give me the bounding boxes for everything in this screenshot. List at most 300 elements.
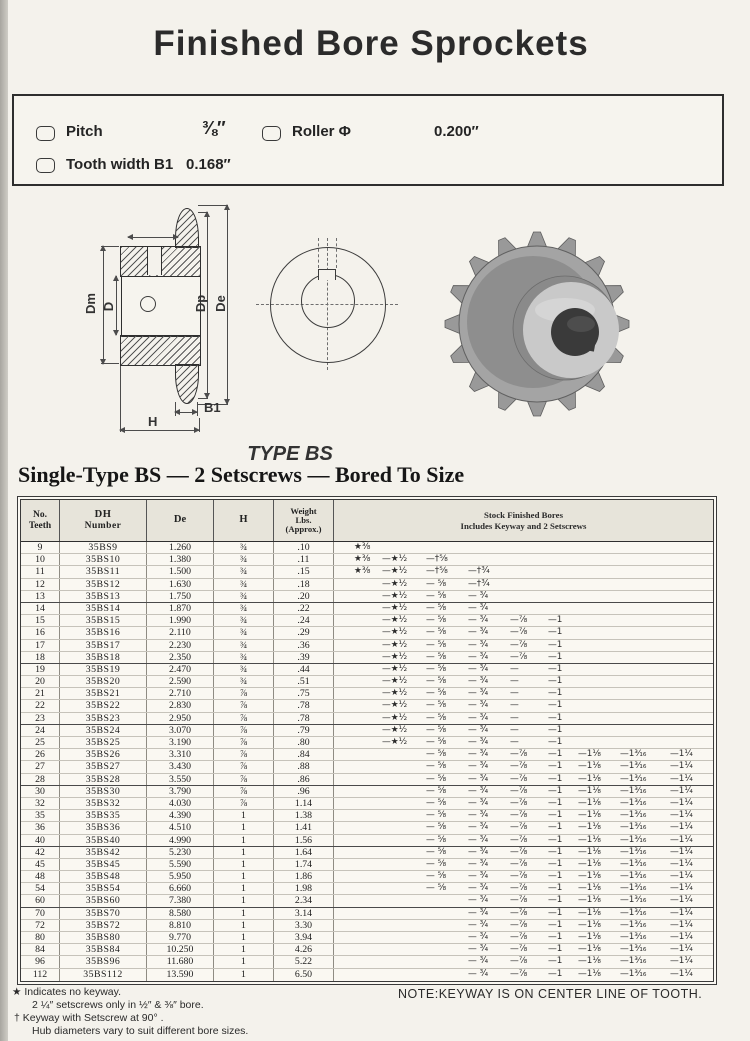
weight-cell: .80 [274,737,334,748]
bore-size: ★⅜ [354,554,371,565]
bore-size [620,725,670,736]
bore-size [578,676,620,687]
teeth-cell: 17 [21,640,60,651]
bore-size [354,713,382,724]
bore-size: — ⅝ [426,773,447,784]
teeth-cell: 60 [21,895,60,906]
header-teeth: No. Teeth [21,500,60,541]
bore-size: — ⅝ [426,834,447,845]
dh-number-cell: 35BS35 [60,810,147,821]
bore-size [510,591,548,602]
bores-cell [334,640,713,651]
bore-size [354,883,382,894]
table-row [21,835,713,847]
bore-size: — ⅝ [426,737,447,747]
bore-size [426,920,468,931]
de-cell: 3.550 [147,774,214,785]
de-cell: 2.830 [147,700,214,711]
dh-number-cell: 35BS15 [60,615,147,626]
bore-size: —⅞ [510,919,528,930]
bore-size [578,566,620,577]
bore-size: — ¾ [468,968,489,979]
table-row [21,847,713,859]
bores-cell [334,627,713,638]
dh-number-cell: 35BS11 [60,566,147,577]
bore-size [354,688,382,699]
bore-size [510,554,548,565]
bore-size: —1¼ [670,810,693,821]
teeth-cell: 15 [21,615,60,626]
bore-size [382,786,426,797]
bore-size: —1⅛ [578,797,601,808]
bore-size: —1¼ [670,895,693,906]
dh-number-cell: 35BS13 [60,591,147,602]
bore-size: —1¼ [670,797,693,808]
bore-size: —★½ [382,578,408,589]
bore-size: —1 [548,676,563,687]
bore-size [670,615,710,626]
bore-size: —1 [548,651,563,662]
bores-cell [334,932,713,943]
table-row [21,652,713,664]
bore-size: — ¾ [468,712,489,723]
bore-size [354,627,382,638]
de-cell: 4.030 [147,798,214,809]
bore-size: —⅞ [510,883,528,894]
bore-size [354,859,382,870]
de-cell: 5.590 [147,859,214,870]
weight-cell: .10 [274,542,334,553]
bore-size: —★½ [382,627,408,638]
bore-size: —1¼ [670,956,693,967]
bore-size [620,554,670,565]
bore-size: —1⅛ [578,956,601,967]
teeth-cell: 10 [21,554,60,565]
teeth-cell: 18 [21,652,60,663]
bore-size: —⅞ [510,858,528,869]
bore-size: —1¼ [670,785,693,796]
table-row [21,786,713,798]
bore-size [578,615,620,626]
bore-size [354,786,382,797]
table-header-row [21,500,713,542]
h-cell: ¾ [214,554,274,565]
bore-size: — ¾ [468,895,489,906]
weight-cell: .20 [274,591,334,602]
dh-number-cell: 35BS112 [60,969,147,981]
bore-front-view [301,274,355,328]
de-cell: 1.870 [147,603,214,614]
h-cell: ⅞ [214,749,274,760]
table-row [21,944,713,956]
bore-size [620,566,670,577]
bore-size: —1⅛ [578,749,601,760]
weight-cell: .78 [274,700,334,711]
bore-size [620,615,670,626]
bore-size: ★⅜ [354,566,371,577]
checkbox-icon [36,158,55,173]
bore-size [382,774,426,785]
bore-size [354,664,382,675]
de-cell: 11.680 [147,956,214,967]
teeth-cell: 35 [21,810,60,821]
bore-size [548,554,578,565]
de-cell: 1.630 [147,579,214,590]
weight-cell: .84 [274,749,334,760]
bores-cell [334,920,713,931]
h-cell: ¾ [214,664,274,675]
teeth-cell: 70 [21,908,60,919]
bore-size: — ⅝ [426,785,447,796]
bore-size: —★½ [382,700,408,711]
h-cell: 1 [214,908,274,919]
bore-size: —1 [548,822,563,833]
weight-cell: 1.98 [274,883,334,894]
weight-cell: .78 [274,713,334,724]
bores-cell [334,591,713,602]
weight-cell: .24 [274,615,334,626]
bore-size [670,688,710,699]
bore-size [578,579,620,590]
bore-size: — ⅝ [426,688,447,699]
bore-size: — ⅝ [426,871,447,882]
setscrew-channel [147,247,162,275]
bore-size: —⅞ [510,907,528,918]
bore-size [670,640,710,651]
bore-size [382,883,426,894]
h-cell: 1 [214,969,274,981]
bore-size [354,774,382,785]
b1-label: B1 [204,400,221,415]
bore-size [578,591,620,602]
bore-size [426,932,468,943]
bore-size: —1⅛ [578,895,601,906]
bore-size [620,603,670,614]
bore-size: —1³⁄₁₆ [620,907,647,918]
h-cell: ⅞ [214,761,274,772]
h-cell: ¾ [214,640,274,651]
bore-size: —⅞ [510,932,528,942]
bores-cell [334,700,713,711]
teeth-cell: 11 [21,566,60,577]
dh-number-cell: 35BS84 [60,944,147,955]
bore-size: — ¾ [468,749,489,760]
bore-size [670,579,710,590]
bore-size [354,591,382,602]
h-cell: ⅞ [214,688,274,699]
bore-size: —1 [548,724,563,735]
bore-size: —1⅛ [578,834,601,845]
bore-size: —★½ [382,615,408,626]
weight-cell: .51 [274,676,334,687]
teeth-cell: 112 [21,969,60,981]
de-cell: 9.770 [147,932,214,943]
dh-number-cell: 35BS80 [60,932,147,943]
bore-size: —1⅛ [578,846,601,857]
h-cell: ¾ [214,579,274,590]
h-cell: ⅞ [214,700,274,711]
bore-size [426,969,468,981]
bore-size [578,542,620,553]
bore-size [382,859,426,870]
de-cell: 4.390 [147,810,214,821]
bore-size: — ¾ [468,639,489,650]
bore-size: — ⅝ [426,700,447,711]
bore-size [510,566,548,577]
bore-size [354,737,382,748]
bore-size: — [510,663,519,674]
de-cell: 10.250 [147,944,214,955]
setscrew-dimension-line [128,237,178,238]
bore-size: —⅞ [510,895,528,906]
bore-size: — ⅝ [426,651,447,662]
header-h: H [214,500,274,541]
bore-size [620,542,670,553]
header-stock-bores: Stock Finished Bores Includes Keyway and 2 Setscrews [460,510,587,531]
bore-size [382,932,426,943]
bore-size [354,908,382,919]
bore-size: —1¼ [670,968,693,979]
table-row [21,688,713,700]
h-cell: ⅞ [214,725,274,736]
bore-size: — [510,700,519,711]
bore-size: —1¼ [670,858,693,869]
bore-size [620,627,670,638]
bore-size [354,579,382,590]
tooth-width-value: 0.168″ [186,156,231,173]
bore-size: —1³⁄₁₆ [620,785,647,796]
bore-size [354,810,382,821]
table-body [21,542,713,981]
weight-cell: .88 [274,761,334,772]
dh-number-cell: 35BS14 [60,603,147,614]
bore-size: —†⅝ [426,566,448,577]
teeth-cell: 84 [21,944,60,955]
bore-size: —1⅛ [578,785,601,796]
bore-size [670,676,710,687]
bore-size: —1¼ [670,749,693,760]
teeth-cell: 40 [21,835,60,846]
teeth-cell: 27 [21,761,60,772]
table-row [21,822,713,834]
de-cell: 4.990 [147,835,214,846]
bore-size: —⅞ [510,773,528,784]
bore-size: — ⅝ [426,712,447,723]
bores-cell [334,944,713,955]
bore-size: —1 [548,968,563,979]
table-row [21,774,713,786]
teeth-cell: 22 [21,700,60,711]
sprocket-table [17,496,717,985]
bore-size [354,798,382,809]
bore-size: —⅞ [510,846,528,857]
bore-size [354,640,382,651]
sprocket-table-inner [20,499,714,982]
bore-size [382,944,426,955]
teeth-cell: 21 [21,688,60,699]
dh-number-cell: 35BS10 [60,554,147,565]
weight-cell: .79 [274,725,334,736]
table-row [21,579,713,591]
checkbox-icon [262,126,281,141]
teeth-cell: 36 [21,822,60,833]
bore-size [382,761,426,772]
bores-cell [334,554,713,565]
h-cell: ¾ [214,627,274,638]
roller-value: 0.200″ [434,123,479,140]
bore-size: —1⅛ [578,968,601,979]
dh-number-cell: 35BS72 [60,920,147,931]
h-cell: ¾ [214,591,274,602]
bore-size [620,700,670,711]
bores-cell [334,664,713,675]
bore-size [670,737,710,748]
bore-size: — ¾ [468,944,489,955]
bores-cell [334,969,713,981]
dh-number-cell: 35BS45 [60,859,147,870]
bores-cell [334,603,713,614]
h-cell: 1 [214,871,274,882]
bore-size: —1 [548,871,563,882]
bore-size: — ⅝ [426,590,447,601]
bores-cell [334,676,713,687]
de-cell: 2.230 [147,640,214,651]
dh-number-cell: 35BS70 [60,908,147,919]
weight-cell: 2.34 [274,895,334,906]
bore-size: —⅞ [510,810,528,821]
table-row [21,956,713,968]
teeth-cell: 42 [21,847,60,858]
bore-size [354,835,382,846]
page-title: Finished Bore Sprockets [153,24,589,63]
bore-size: —1¼ [670,944,693,955]
bore-size [354,847,382,858]
bore-size: — ⅝ [426,761,447,772]
table-row [21,676,713,688]
bores-cell [334,652,713,663]
bores-cell [334,908,713,919]
table-row [21,810,713,822]
bore-size: —1⅛ [578,761,601,772]
weight-cell: 1.56 [274,835,334,846]
bore-size [670,542,710,553]
teeth-cell: 72 [21,920,60,931]
weight-cell: .86 [274,774,334,785]
dh-number-cell: 35BS23 [60,713,147,724]
teeth-cell: 9 [21,542,60,553]
table-row [21,932,713,944]
bore-size: —★½ [382,676,408,687]
h-cell: 1 [214,822,274,833]
bore-size: —⅞ [510,749,528,760]
bores-cell [334,725,713,736]
bore-size [578,725,620,736]
h-cell: ¾ [214,676,274,687]
bore-size: —⅞ [510,956,528,967]
bore-size: —⅞ [510,822,528,833]
bore-size: —1³⁄₁₆ [620,810,647,821]
bore-size: — ¾ [468,724,489,735]
dh-number-cell: 35BS60 [60,895,147,906]
weight-cell: .39 [274,652,334,663]
bore-size: — ¾ [468,907,489,918]
de-cell: 1.750 [147,591,214,602]
bore-size [426,956,468,967]
bore-size: — ⅝ [426,639,447,650]
bore-size [548,603,578,614]
dh-number-cell: 35BS26 [60,749,147,760]
tooth-width-label: Tooth width B1 [66,156,174,173]
bore-size [620,664,670,675]
de-cell: 8.810 [147,920,214,931]
bore-size: — ¾ [468,590,489,601]
keyway-note: NOTE:KEYWAY IS ON CENTER LINE OF TOOTH. [398,987,703,1001]
bore-size [382,908,426,919]
dh-number-cell: 35BS96 [60,956,147,967]
bore-size: —1 [548,663,563,674]
de-cell: 1.380 [147,554,214,565]
bore-size [620,640,670,651]
bore-size: —1 [548,712,563,723]
de-cell: 2.110 [147,627,214,638]
weight-cell: 3.30 [274,920,334,931]
de-cell: 1.260 [147,542,214,553]
bore-size: —1¼ [670,919,693,930]
bores-cell [334,786,713,797]
h-cell: ¾ [214,615,274,626]
bores-cell [334,847,713,858]
bore-size [382,871,426,882]
bore-size: —1¼ [670,834,693,845]
bore-size: —†¾ [468,578,490,589]
bore-size [468,542,510,553]
bore-size: —1⅛ [578,907,601,918]
bore-size: —1 [548,919,563,930]
bore-size: —★½ [382,554,408,565]
h-cell: 1 [214,932,274,943]
dh-number-cell: 35BS32 [60,798,147,809]
bore-size: —★½ [382,651,408,662]
bore-size [382,835,426,846]
bore-size: —⅞ [510,797,528,808]
weight-cell: .29 [274,627,334,638]
teeth-cell: 12 [21,579,60,590]
bore-size: —★½ [382,602,408,613]
bores-cell [334,956,713,967]
de-cell: 3.790 [147,786,214,797]
h-cell: 1 [214,810,274,821]
table-row [21,713,713,725]
scan-edge-shadow [0,0,8,1041]
h-cell: ⅞ [214,774,274,785]
weight-cell: .15 [274,566,334,577]
bore-size [578,603,620,614]
teeth-cell: 48 [21,871,60,882]
roller-label: Roller Φ [292,123,351,140]
bore-size: —1 [548,700,563,711]
bore-size: —1³⁄₁₆ [620,858,647,869]
table-row [21,895,713,907]
type-bs-label: TYPE BS [247,443,333,465]
dm-label: Dm [82,293,98,314]
keyway-notch [318,269,336,280]
h-cell: 1 [214,859,274,870]
bore-size [354,822,382,833]
bore-size: —1 [548,773,563,784]
dh-number-cell: 35BS42 [60,847,147,858]
bore-size [670,627,710,638]
bore-size: —⅞ [510,627,528,638]
